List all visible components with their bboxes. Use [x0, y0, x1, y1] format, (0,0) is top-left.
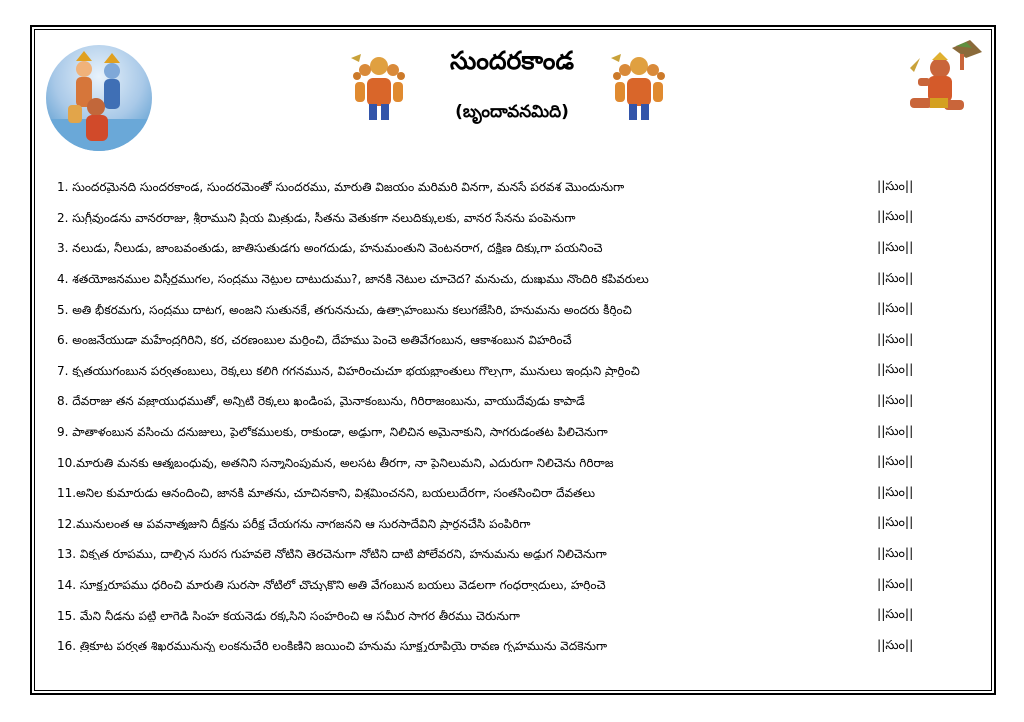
verse-refrain: ||సుం|| [877, 483, 914, 499]
verse-refrain: ||సుం|| [877, 361, 914, 377]
verse-list [57, 172, 937, 662]
verse-text: 12.మునులంత ఆ పవనాత్మజుని దీక్షను పరీక్ష చేయగను నాగజనని ఆ సురసాదేవిని ప్రార్ధనచేసి పంపిరిగా [57, 517, 531, 530]
verse-refrain: ||సుం|| [877, 453, 914, 469]
page-title: సుందరకాండ [450, 46, 574, 75]
panchamukha-hanuman-icon-left [347, 52, 411, 124]
verse-refrain: ||సుం|| [877, 391, 914, 407]
verse-row [57, 294, 937, 325]
verse-refrain: ||సుం|| [877, 606, 914, 622]
verse-refrain: ||సుం|| [877, 269, 914, 285]
verse-text: 7. కృతయుగంబున పర్వతంబులు, రెక్కలు కలిగి గగనమున, విహరించుచూ భయభ్రాంతులు గొల్పగా, మునులు ఇంద్రుని ప్రార్ధించి [57, 364, 640, 377]
verse-row [57, 203, 937, 234]
verse-row [57, 325, 937, 356]
verse-text: 14. సూక్ష్మరూపము ధరించి మారుతి సురసా నోటిలో చొచ్చుకొని అతి వేగంబున బయలు వెడలగా గంధర్వాదులు, హర్షించె [57, 579, 606, 592]
verse-text: 6. అంజనేయుడా మహేంద్రగిరిని, కర, చరణంబుల మర్దించి, దేహము పెంచె అతివేగంబున, ఆకాశంబున విహరించే [57, 334, 572, 347]
verse-refrain: ||సుం|| [877, 575, 914, 591]
verse-text: 8. దేవరాజు తన వజ్రాయుధముతో, అన్నిటి రెక్కలు ఖండింప, మైనాకంబును, గిరిరాజంబును, వాయుదేవుడు కాపాడే [57, 395, 585, 408]
page-subtitle: (బృందావనమిది) [455, 102, 569, 122]
verse-refrain: ||సుం|| [877, 514, 914, 530]
verse-row [57, 233, 937, 264]
verse-row [57, 447, 937, 478]
hanuman-carrying-mountain-image [900, 38, 984, 124]
verse-row [57, 172, 937, 203]
verse-refrain: ||సుం|| [877, 544, 914, 560]
verse-text: 10.మారుతి మనకు ఆత్మబంధువు, అతనిని సన్మానింపుమన, అలసట తీరగా, నా పైనిలుమని, ఎదురుగా నిలిచెను గిరిరాజ [57, 456, 614, 469]
verse-refrain: ||సుం|| [877, 177, 914, 193]
rama-hanuman-circle-image [46, 45, 152, 151]
verse-text: 1. సుందరమైనది సుందరకాండ, సుందరమెంతో సుందరము, మారుతి విజయం మరిమరి వినగా, మనసే పరవశ మొందునుగా [57, 181, 625, 194]
verse-row [57, 509, 937, 540]
verse-text: 4. శతయోజనముల విస్తీర్ణముగల, సంద్రము నెట్టుల దాటుదుము?, జానకి నెటుల చూచెద? మనుచు, దుఃఖము నొందిరి కపివరులు [57, 273, 649, 286]
verse-row [57, 417, 937, 448]
verse-row [57, 570, 937, 601]
verse-text: 13. వికృత రూపము, దాల్చిన సురస గుహవలె నోటిని తెరచెనుగా నోటిని దాటి పోలేవరని, హనుమను అడ్డుగ నిలిచెనుగా [57, 548, 607, 561]
verse-refrain: ||సుం|| [877, 238, 914, 254]
verse-refrain: ||సుం|| [877, 208, 914, 224]
verse-text: 15. మేని నీడను పట్టి లాగెడి సింహ కయనెడు రక్కసిని సంహరించి ఆ సమీర సాగర తీరము చెరునుగా [57, 609, 520, 622]
verse-row [57, 539, 937, 570]
verse-text: 9. పాతాళంబున వసించు దనుజులు, పైలోకములకు, రాకుండా, అడ్డుగా, నిలిచిన అమైనాకుని, సాగరుడంతట పిలిచెనుగా [57, 426, 608, 439]
verse-row [57, 478, 937, 509]
verse-refrain: ||సుం|| [877, 300, 914, 316]
verse-refrain: ||సుం|| [877, 636, 914, 652]
verse-text: 5. అతి భీకరమగు, సంద్రము దాటగ, అంజని సుతునకే, తగుననుచు, ఉత్సాహంబును కలుగజేసిరి, హనుమను అందరు కీర్తించి [57, 303, 632, 316]
verse-row [57, 600, 937, 631]
verse-text: 2. సుగ్రీవుండను వానరరాజు, శ్రీరాముని ప్రియ మిత్రుడు, సీతను వెతుకగా నలుదిక్కులకు, వానర సేనను పంపెనుగా [57, 211, 576, 224]
verse-row [57, 631, 937, 662]
panchamukha-hanuman-icon-right [607, 52, 671, 124]
verse-refrain: ||సుం|| [877, 422, 914, 438]
verse-text: 16. త్రికూట పర్వత శిఖరమునున్న లంకనుచేరి లంకిణిని జయించి హనుమ సూక్ష్మరూపియై రావణ గృహమును వెదకెనుగా [57, 640, 608, 653]
verse-text: 3. నలుడు, నీలుడు, జాంబవంతుడు, జాతిసుతుడగు అంగదుడు, హనుమంతుని వెంటనరాగ, దక్షిణ దిక్కుగా పయనించె [57, 242, 603, 255]
verse-row [57, 386, 937, 417]
verse-row [57, 356, 937, 387]
verse-text: 11.అనిల కుమారుడు ఆనందించి, జానకి మాతను, చూచినకాని, విశ్రమించనని, బయలుదేరగా, సంతసించిరా దేవతలు [57, 487, 596, 500]
verse-refrain: ||సుం|| [877, 330, 914, 346]
verse-row [57, 264, 937, 295]
